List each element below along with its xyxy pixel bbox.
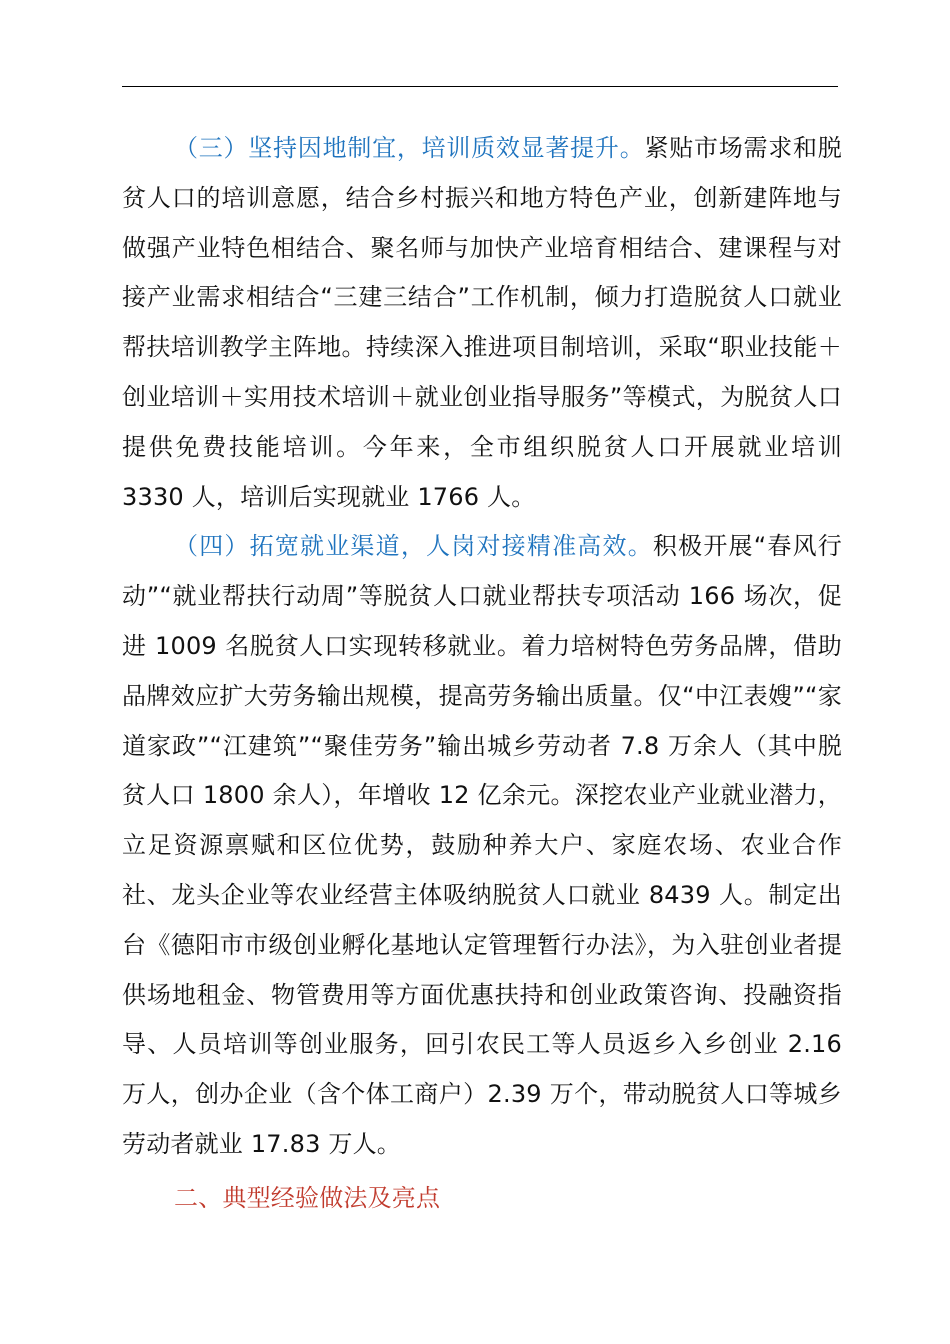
section-three-body: 紧贴市场需求和脱贫人口的培训意愿，结合乡村振兴和地方特色产业，创新建阵地与做强产业特色相结合、聚名师与加快产业培育相结合、建课程与对接产业需求相结合“三建三结合”工作机制，倾力打造脱贫人口就业帮扶培训教学主阵地。持续深入推进项目制培训，采取“职业技能＋创业培训＋实用技术培训＋就业创业指导服务”等模式，为脱贫人口提供免费技能培训。今年来，全市组织脱贫人口开展就业培训 3330 人，培训后实现就业 1766 人。 — [122, 134, 842, 511]
section-four-heading: （四）拓宽就业渠道，人岗对接精准高效。 — [174, 532, 653, 561]
section-three-paragraph — [122, 124, 842, 522]
section-four-paragraph — [122, 522, 842, 1169]
document-body — [122, 124, 842, 1224]
chapter-two-heading: 二、典型经验做法及亮点 — [174, 1183, 441, 1212]
section-four-body: 积极开展“春风行动”“就业帮扶行动周”等脱贫人口就业帮扶专项活动 166 场次，促进 1009 名脱贫人口实现转移就业。着力培树特色劳务品牌，借助品牌效应扩大劳务输出规模，提高劳务输出质量。仅“中江表嫂”“家道家政”“江建筑”“聚佳劳务”输出城乡劳动者 7.8 万余人（其中脱贫人口 1800 余人），年增收 12 亿余元。深挖农业产业就业潜力，立足资源禀赋和区位优势，鼓励种养大户、家庭农场、农业合作社、龙头企业等农业经营主体吸纳脱贫人口就业 8439 人。制定出台《德阳市市级创业孵化基地认定管理暂行办法》，为入驻创业者提供场地租金、物管费用等方面优惠扶持和创业政策咨询、投融资指导、人员培训等创业服务，回引农民工等人员返乡入乡创业 2.16 万人，创办企业（含个体工商户）2.39 万个，带动脱贫人口等城乡劳动者就业 17.83 万人。 — [122, 532, 842, 1158]
section-three-heading: （三）坚持因地制宜，培训质效显著提升。 — [174, 134, 645, 162]
header-rule — [122, 86, 838, 87]
